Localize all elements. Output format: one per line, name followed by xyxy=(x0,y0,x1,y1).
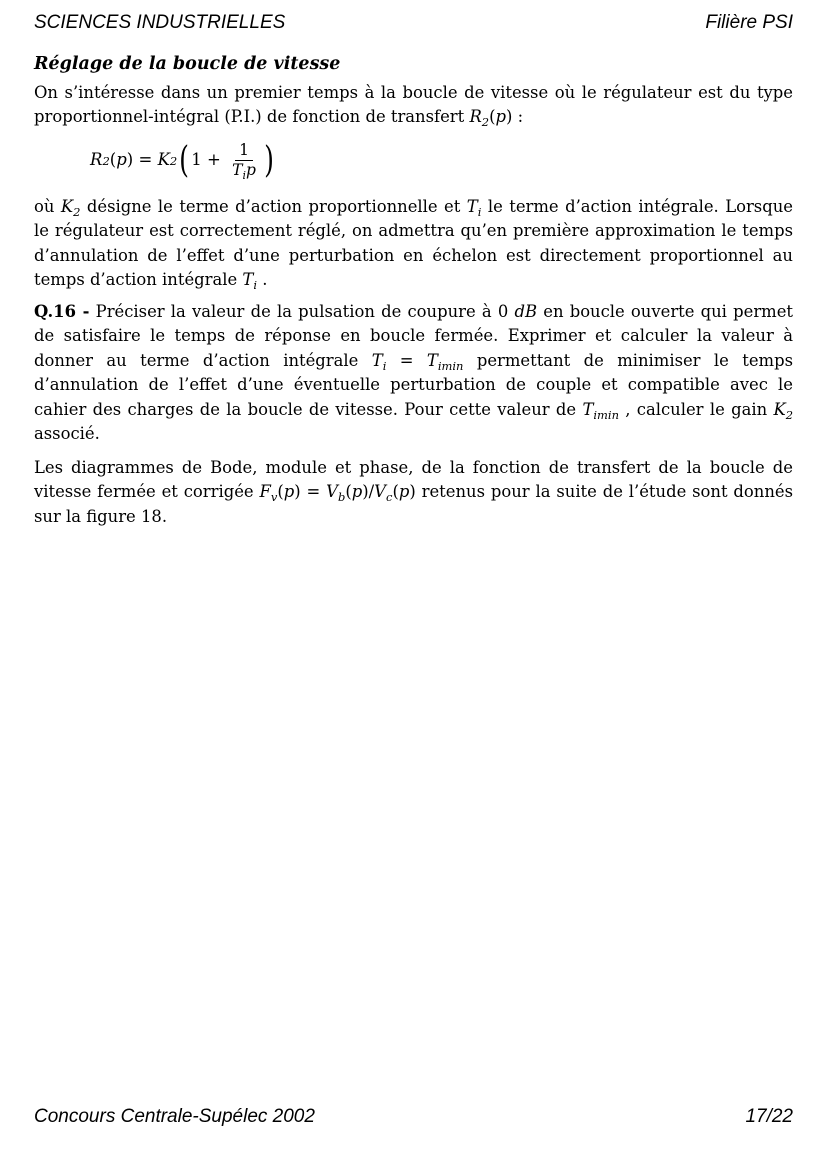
formula-fraction: $\frac{1}{T_ip}$ xyxy=(232,141,256,182)
question-label: Q.16 - xyxy=(34,301,90,321)
section-title: Réglage de la boucle de vitesse xyxy=(34,54,341,74)
page-content xyxy=(34,52,793,536)
page-header xyxy=(34,12,793,34)
header-track: Filière PSI xyxy=(705,12,793,33)
pi-regulator-formula: R 2 ( p ) = K 2 ( 1 + $\frac{1}{T_ip}$ ) xyxy=(90,139,274,182)
footer-exam: Concours Centrale-Supélec 2002 xyxy=(34,1106,315,1127)
header-subject: SCIENCES INDUSTRIELLES xyxy=(34,12,286,33)
definition-paragraph: où $K_2$ désigne le terme d’action proportionnelle et $T_i$ le terme d’action intégrale. Lorsque le régulateur est correctement réglé, on admettra qu’en première approximation le temps d’annulation de l’effet d’une perturbation en échelon est directement proportionnel au temps d’action intégrale $T_i$ . xyxy=(34,196,793,293)
page-number: 17/22 xyxy=(745,1106,793,1127)
question-16: Q.16 - Préciser la valeur de la pulsation de coupure à 0 dB en boucle ouverte qui permet de satisfaire le temps de réponse en boucle fermée. Exprimer et calculer la valeur à donner au terme d’action intégrale $T_i = T_{imin}$ permettant de minimiser le temps d’annulation de l’effet d’une éventuelle perturbation de couple et compatible avec le cahier des charges de la boucle de vitesse. Pour cette valeur de $T_{imin}$ , calculer le gain $K_2$ associé. xyxy=(34,301,793,443)
page-footer xyxy=(34,1106,793,1128)
transfer-fn-inline: $R_2(p)$ xyxy=(469,107,513,130)
intro-paragraph: On s’intéresse dans un premier temps à la boucle de vitesse où le régulateur est du type proportionnel-intégral (P.I.) de fonction de transfert $R_2(p)$ : xyxy=(34,82,793,130)
bode-paragraph: Les diagrammes de Bode, module et phase, de la fonction de transfert de la boucle de vitesse fermée et corrigée $F_v(p) = V_b(p)/V_c(p)$ retenus pour la suite de l’étude sont donnés sur la figure 18. xyxy=(34,457,794,526)
